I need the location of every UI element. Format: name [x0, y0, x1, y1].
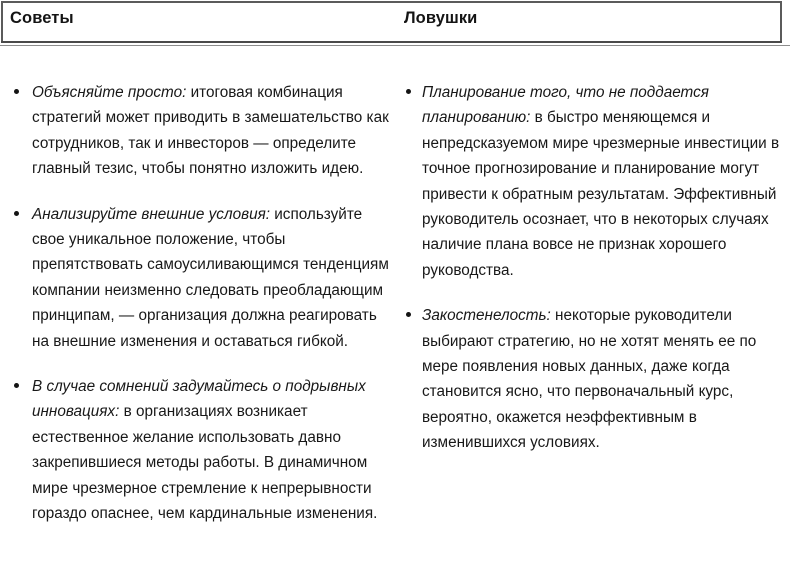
list-item	[10, 80, 390, 182]
list-item	[10, 374, 390, 526]
table-header-row	[1, 1, 782, 41]
list-item-body: в организациях возникает естественное желание использовать давно закрепившиеся методы работы. В динамичном мире чрезмерное стремление к непрерывности гораздо опаснее, чем кардинальные изменения.	[32, 403, 378, 523]
list-item-lead-in: Закостенелость:	[422, 307, 551, 325]
bullet-point-icon	[406, 312, 411, 317]
bullet-point-icon	[14, 211, 19, 216]
column-header-pitfalls: Ловушки	[404, 9, 478, 27]
bullet-point-icon	[406, 89, 411, 94]
column-pitfalls	[402, 80, 784, 476]
bullet-point-icon	[14, 383, 19, 388]
list-item	[10, 202, 390, 354]
list-item-body: итоговая комбинация стратегий может приводить в замешательство как сотрудников, так и инвесторов — определите главный тезис, чтобы понятно изложить идею.	[32, 84, 389, 178]
bullet-point-icon	[14, 89, 19, 94]
list-item	[402, 80, 784, 283]
list-item	[402, 303, 784, 455]
list-item-body: используйте свое уникальное положение, чтобы препятствовать самоусиливающимся тенденциям компании неизменно следовать преобладающим принципам, — организация должна реагировать на внешние изменения и оставаться гибкой.	[32, 205, 389, 350]
list-item-lead-in: Планирование того, что не поддается планированию:	[422, 84, 709, 127]
list-item-lead-in: Анализируйте внешние условия:	[32, 205, 270, 223]
header-bottom-rule-thick	[1, 41, 782, 43]
list-item-body: в быстро меняющемся и непредсказуемом мире чрезмерные инвестиции в точное прогнозирование и планирование могут привести к обратным результатам. Эффективный руководитель осознает, что в некоторых случаях наличие плана вовсе не признак хорошего руководства.	[422, 109, 780, 279]
list-item-body: некоторые руководители выбирают стратегию, но не хотят менять ее по мере появления новых данных, даже когда становится ясно, что первоначальный курс, вероятно, окажется неэффективным в изменившихся условиях.	[422, 307, 757, 452]
list-item-lead-in: Объясняйте просто:	[32, 84, 187, 101]
column-header-tips: Советы	[10, 9, 74, 27]
header-bottom-rule-thin	[0, 45, 790, 46]
list-item-lead-in: В случае сомнений задумайтесь о подрывных инновациях:	[32, 378, 366, 421]
column-tips	[10, 80, 390, 547]
